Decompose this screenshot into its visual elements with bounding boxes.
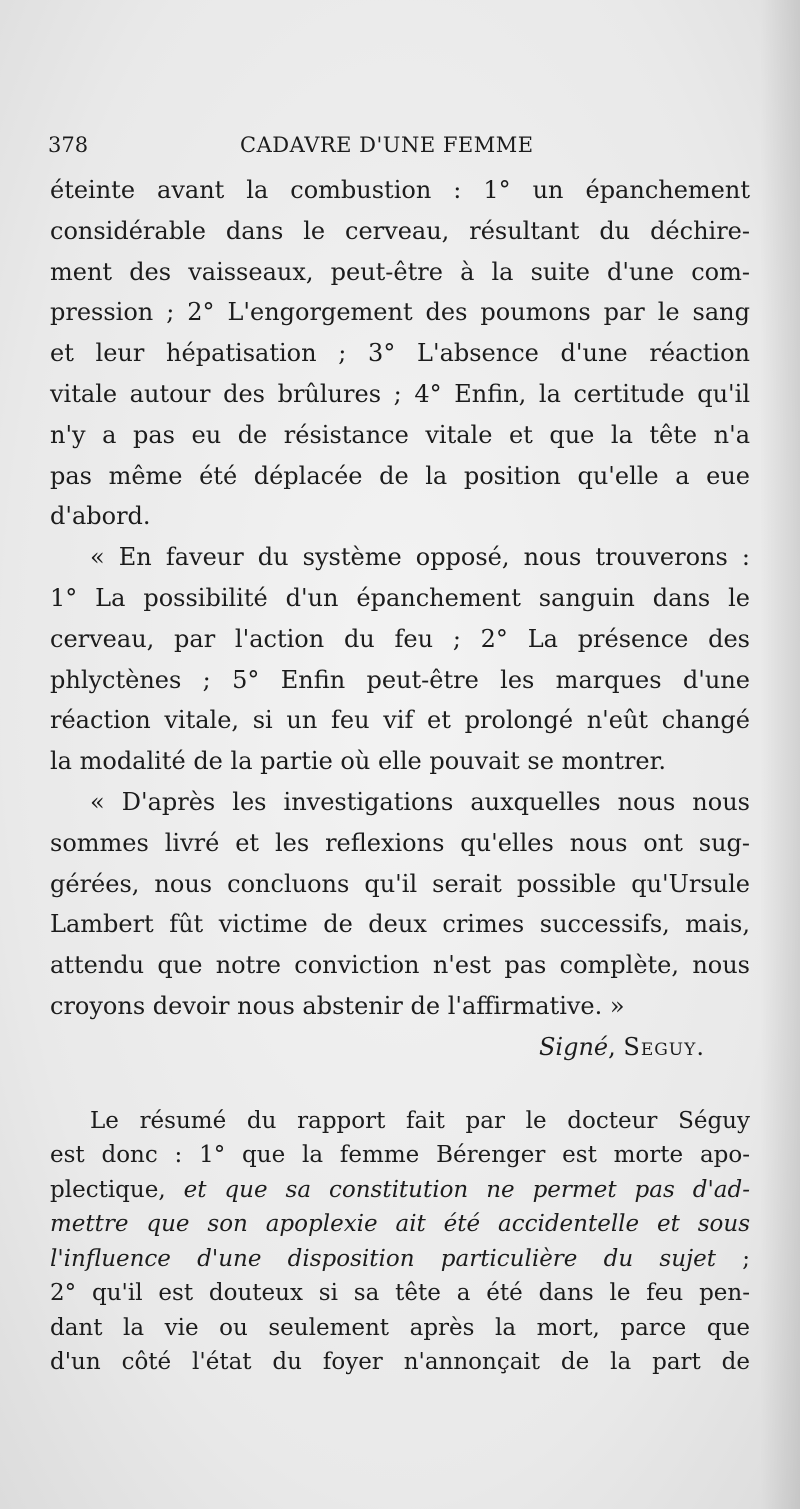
- signature-separator: ,: [608, 1032, 624, 1061]
- text-line: éteinte avant la combustion : 1° un épanchement: [50, 176, 750, 204]
- text-line: réaction vitale, si un feu vif et prolongé n'eût changé: [50, 706, 750, 735]
- running-title: CADAVRE D'UNE FEMME: [240, 133, 534, 157]
- text-line: Le résumé du rapport fait par le docteur Séguy: [90, 1107, 750, 1134]
- text-line: vitale autour des brûlures ; 4° Enfin, la certitude qu'il: [50, 379, 750, 408]
- text-line: pression ; 2° L'engorgement des poumons par le sang: [50, 298, 750, 327]
- text-line: « D'après les investigations auxquelles nous nous: [90, 787, 750, 816]
- paragraph-conclusion-part-1: [50, 170, 750, 537]
- roman-text: ;: [716, 1245, 750, 1272]
- text-line: phlyctènes ; 5° Enfin peut-être les marques d'une: [50, 665, 750, 694]
- text-line: d'abord.: [50, 502, 151, 531]
- body-text: [50, 170, 750, 1380]
- text-line: pas même été déplacée de la position qu'elle a eue: [50, 461, 750, 490]
- italic-text: l'influence d'une disposition particulière du sujet: [50, 1245, 717, 1272]
- text-line: ment des vaisseaux, peut-être à la suite d'une com-: [50, 257, 750, 286]
- signature-label: Signé: [538, 1032, 609, 1061]
- text-line: attendu que notre conviction n'est pas complète, nous: [50, 951, 750, 980]
- text-line: cerveau, par l'action du feu ; 2° La présence des: [50, 624, 750, 653]
- text-line: [50, 1173, 750, 1208]
- text-line: gérées, nous concluons qu'il serait possible qu'Ursule: [50, 869, 750, 898]
- text-line: mettre que son apoplexie ait été accidentelle et sous: [50, 1211, 750, 1238]
- text-line: considérable dans le cerveau, résultant du déchire-: [50, 216, 750, 245]
- italic-text: et que sa constitution ne permet pas d'ad-: [183, 1176, 750, 1203]
- text-line: [50, 1242, 750, 1277]
- text-line: Lambert fût victime de deux crimes successifs, mais,: [50, 910, 750, 939]
- text-line: est donc : 1° que la femme Bérenger est morte apo-: [50, 1142, 750, 1169]
- page-header: [48, 128, 748, 162]
- paragraph-opposed-system: [50, 537, 750, 782]
- text-line: 1° La possibilité d'un épanchement sanguin dans le: [50, 583, 750, 612]
- paragraph-summary: [50, 1104, 750, 1380]
- text-line: la modalité de la partie où elle pouvait se montrer.: [50, 747, 667, 776]
- paragraph-final-conclusion: [50, 782, 750, 1027]
- signature-name: Seguy.: [623, 1032, 705, 1061]
- text-line: 2° qu'il est douteux si sa tête a été dans le feu pen-: [50, 1280, 750, 1307]
- text-line: et leur hépatisation ; 3° L'absence d'une réaction: [50, 339, 750, 368]
- text-line: « En faveur du système opposé, nous trouverons :: [90, 543, 750, 572]
- text-line: n'y a pas eu de résistance vitale et que la tête n'a: [50, 420, 750, 449]
- section-gap: [50, 1068, 750, 1104]
- page-number: 378: [48, 133, 89, 157]
- text-line: dant la vie ou seulement après la mort, parce que: [50, 1314, 750, 1341]
- text-line: sommes livré et les reflexions qu'elles nous ont sug-: [50, 828, 750, 857]
- roman-text: plectique,: [50, 1176, 184, 1203]
- signature-line: [50, 1027, 750, 1068]
- text-line: d'un côté l'état du foyer n'annonçait de la part de: [50, 1349, 750, 1376]
- text-line: croyons devoir nous abstenir de l'affirmative. »: [50, 991, 625, 1020]
